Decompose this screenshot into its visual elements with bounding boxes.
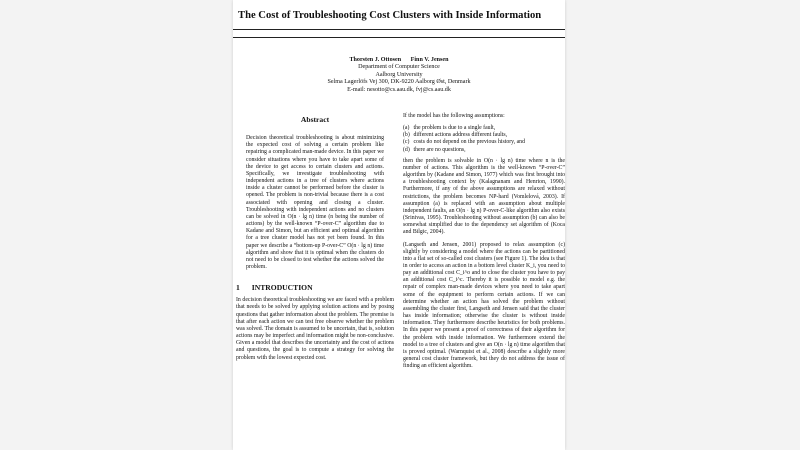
right-paragraph-2: (Langseth and Jensen, 2001) proposed to relax assumption (c) slightly by considering a model where the actions can be partitioned into a flat set of so-called cost clusters (see Figure 1). The idea is that in order to access an action in a bottom level cluster K_i, you need to pay an additional cost C_i^o and to close the cluster you have to pay an additional cost C_i^c. Thereby it is possible to model e.g. the repair of complex man-made devices where you need to take apart some of the equipment to perform certain actions. If we can determine whether an action has solved the problem without assembling the cluster first, Langseth and Jensen said that the cluster has inside information; otherwise the cluster is without inside information. They furthermore describe heuristics for both problems. In this paper we present a proof of correctness of their algorithm for the problem with inside information. We furthermore extend the model to a tree of clusters and give an O(n · lg n) time algorithm that is proved optimal. (Warnquist et al., 2008) describe a slightly more general cost cluster framework, but they do not address the issue of finding an efficient algorithm. bbox=[403, 241, 565, 370]
intro-paragraph: In decision theoretical troubleshooting we are faced with a problem that needs to be solved by applying solution actions and by posing questions that gather information about the problem. The premise is that after each action we can test free observe whether the problem was solved. The domain is assumed to be uncertain, that is, solution actions may be imperfect and information might be non-conclusive. Given a model that describes the uncertainty and the cost of actions and questions, the goal is to compute a strategy for solving the problem with the lowest expected cost. bbox=[236, 297, 394, 361]
email-line: E-mail: nesotto@cs.aau.dk, fvj@cs.aau.dk bbox=[347, 86, 451, 93]
title-rule-bottom bbox=[233, 37, 565, 38]
section-number: 1 bbox=[236, 283, 240, 293]
author-name: Thorsten J. Ottosen bbox=[349, 57, 402, 63]
list-item: (c) costs do not depend on the previous history, and bbox=[403, 139, 525, 146]
paper-page bbox=[233, 0, 565, 450]
right-paragraph-1: then the problem is solvable in O(n · lg n) time where n is the number of actions. This algorithm is the well-known “P-over-C” algorithm by (Kadane and Simon, 1977) which was first brought into a troubleshooting context by (Kalagnanam and Henrion, 1990). Furthermore, if any of the above assumptions are relaxed without restrictions, the problem becomes NP-hard (Vomlelová, 2003). If assumption (a) is replaced with an assumption about multiple independent faults, an O(n · lg n) P-over-C-like algorithm also exists (Srinivas, 1995). Troubleshooting without assumption (b) can also be somewhat simplified due to the dependency set algorithm of (Koca and Bilgic, 2004). bbox=[403, 157, 565, 236]
author-block bbox=[233, 57, 565, 94]
title-rule-top bbox=[233, 0, 565, 30]
abstract-text: Decision theoretical troubleshooting is about minimizing the expected cost of solving a certain problem like repairing a complicated man-made device. In this paper we consider situations where you have to take apart some of the device to get access to certain clusters and actions. Specifically, we investigate troubleshooting with independent actions in a tree of clusters where actions inside a cluster cannot be performed before the cluster is opened. The problem is non-trivial because there is a cost associated with opening and closing a cluster. Troubleshooting with independent actions and no clusters can be solved in O(n · lg n) time (n being the number of actions) by the well-known “P-over-C” algorithm due to Kadane and Simon, but an efficient and optimal algorithm for a tree cluster model has not yet been found. In this paper we describe a “bottom-up P-over-C” O(n · lg n) time algorithm and show that it is optimal when the clusters do not need to be closed to test whether the actions solved the problem. bbox=[246, 135, 384, 270]
left-column bbox=[236, 113, 394, 362]
list-item: (d) there are no questions, bbox=[403, 146, 466, 153]
affiliation-line: Selma Lagerlöfs Vej 300, DK-9220 Aalborg Øst, Denmark bbox=[327, 79, 471, 86]
affiliation-line: Department of Computer Science bbox=[358, 64, 440, 71]
paper-title: The Cost of Troubleshooting Cost Clusters with Inside Information bbox=[238, 10, 542, 21]
assumptions-intro: If the model has the following assumptions: bbox=[403, 113, 505, 119]
abstract-body bbox=[236, 135, 394, 271]
list-item: (a) the problem is due to a single fault, bbox=[403, 125, 496, 132]
section-heading bbox=[236, 284, 394, 291]
abstract-heading: Abstract bbox=[300, 115, 330, 124]
affiliation-line: Aalborg University bbox=[375, 71, 423, 78]
author-name: Finn V. Jensen bbox=[410, 57, 449, 63]
assumptions-list bbox=[403, 125, 565, 154]
section-title: INTRODUCTION bbox=[251, 283, 313, 293]
right-column bbox=[403, 113, 565, 375]
list-item: (b) different actions address different faults, bbox=[403, 132, 508, 139]
